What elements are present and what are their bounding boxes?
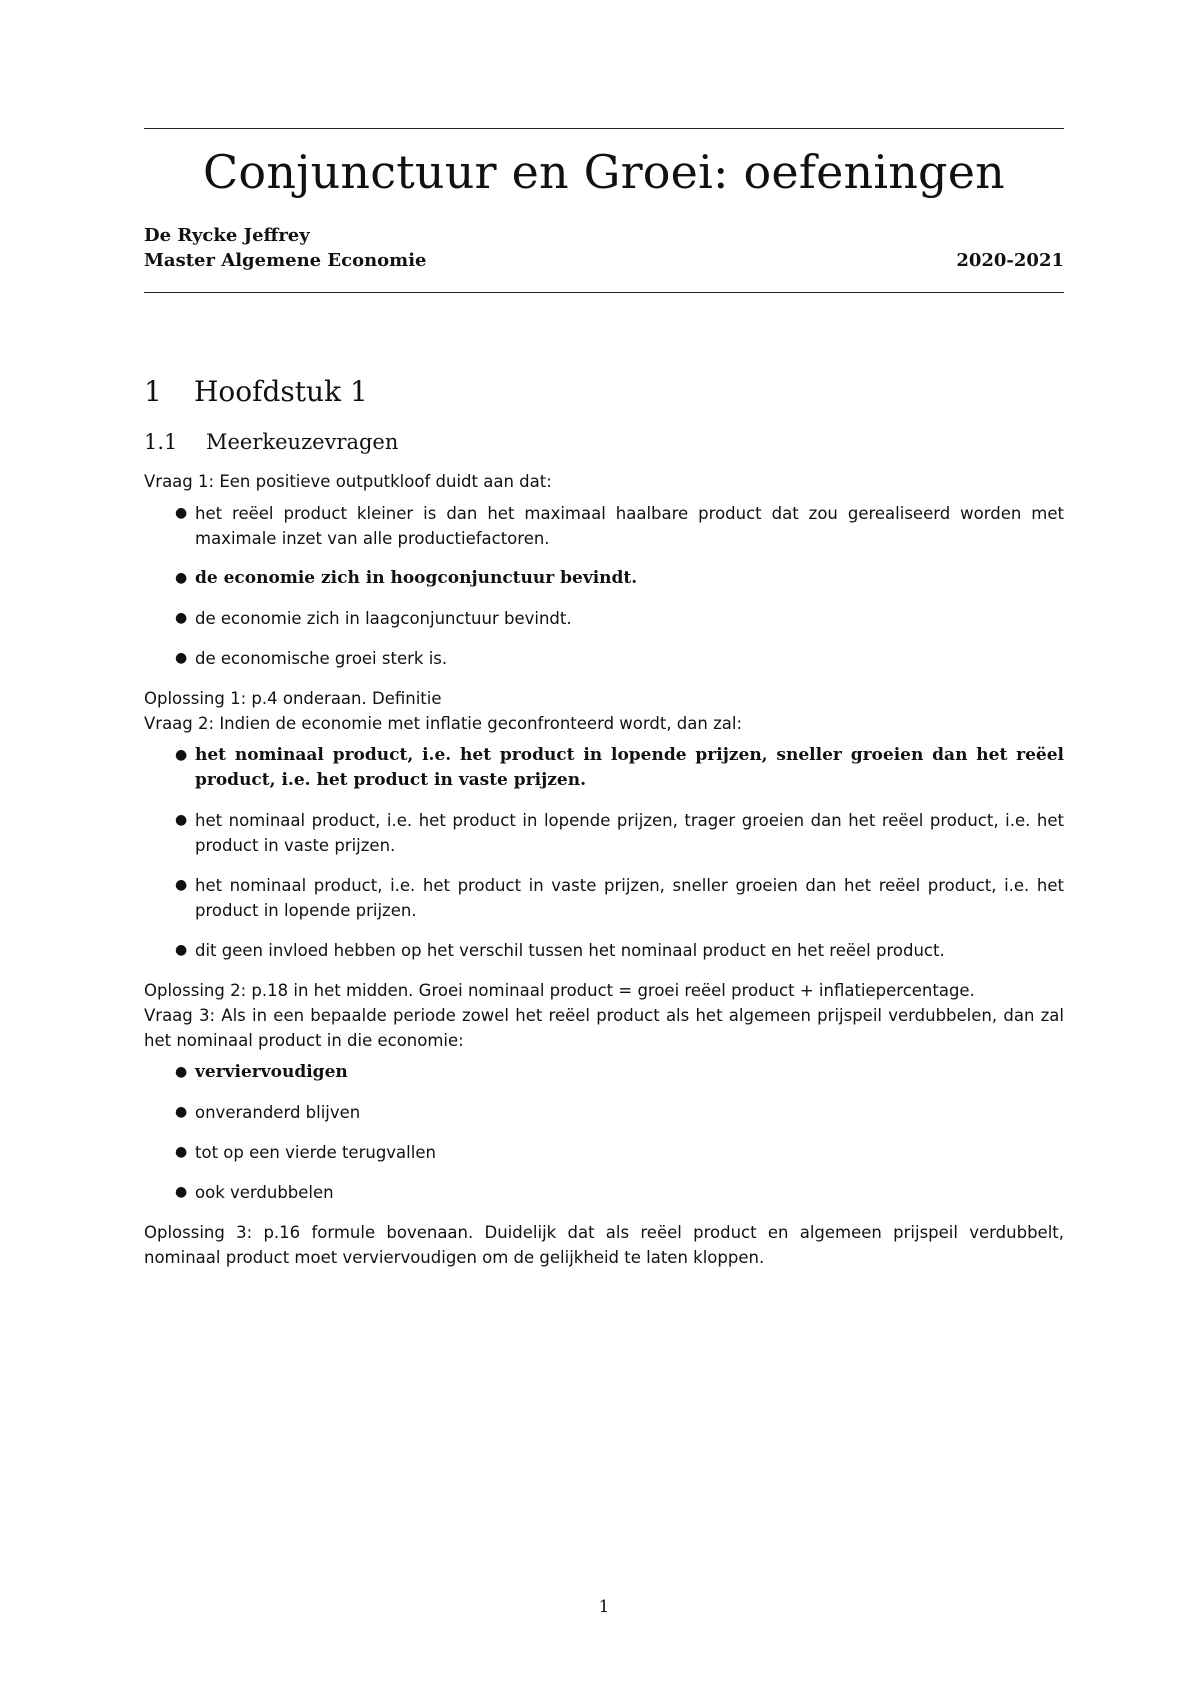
subsection-title: Meerkeuzevragen bbox=[206, 430, 399, 454]
section-title: Hoofdstuk 1 bbox=[194, 375, 368, 408]
questions-content bbox=[144, 469, 1064, 1270]
solution-text: Oplossing 1: p.4 onderaan. Definitie bbox=[144, 689, 442, 708]
question-text: Vraag 2: Indien de economie met inflatie geconfronteerd wordt, dan zal: bbox=[144, 714, 743, 733]
bullet-icon: ● bbox=[175, 570, 188, 586]
bullet-icon: ● bbox=[175, 650, 188, 666]
title-bottom-rule bbox=[144, 292, 1064, 293]
bullet-icon: ● bbox=[175, 505, 188, 521]
option-text: onveranderd blijven bbox=[195, 1103, 361, 1122]
option-item bbox=[175, 873, 1064, 923]
subsection-heading bbox=[144, 428, 398, 456]
question-text: Vraag 3: Als in een bepaalde periode zowel het reëel product als het algemeen prijspeil verdubbelen, dan zal het nominaal product in die economie: bbox=[144, 1006, 1064, 1050]
correct-option-item bbox=[175, 743, 1064, 793]
bullet-icon: ● bbox=[175, 877, 188, 893]
option-item bbox=[175, 606, 1064, 631]
bullet-icon: ● bbox=[175, 1064, 188, 1080]
option-text: de economie zich in laagconjunctuur bevindt. bbox=[195, 609, 572, 628]
bullet-icon: ● bbox=[175, 610, 188, 626]
section-heading bbox=[144, 374, 368, 410]
program-name: Master Algemene Economie bbox=[144, 250, 427, 271]
document-page bbox=[144, 0, 1064, 1696]
option-text: het nominaal product, i.e. het product in lopende prijzen, trager groeien dan het reëel product, i.e. het product in vaste prijzen. bbox=[195, 811, 1064, 855]
solution-text: Oplossing 2: p.18 in het midden. Groei nominaal product = groei reëel product + inflatiepercentage. bbox=[144, 981, 975, 1000]
option-text: tot op een vierde terugvallen bbox=[195, 1143, 436, 1162]
option-text: het nominaal product, i.e. het product in vaste prijzen, sneller groeien dan het reëel product, i.e. het product in lopende prijzen. bbox=[195, 876, 1064, 920]
options-list bbox=[144, 1060, 1064, 1205]
options-list bbox=[144, 501, 1064, 671]
bullet-icon: ● bbox=[175, 1184, 188, 1200]
option-item bbox=[175, 938, 1064, 963]
option-text: ook verdubbelen bbox=[195, 1183, 334, 1202]
bullet-icon: ● bbox=[175, 747, 188, 763]
option-item bbox=[175, 808, 1064, 858]
bullet-icon: ● bbox=[175, 1144, 188, 1160]
page-number: 1 bbox=[598, 1597, 610, 1617]
option-item bbox=[175, 501, 1064, 551]
solution-text: Oplossing 3: p.16 formule bovenaan. Duidelijk dat als reëel product en algemeen prijspeil verdubbelt, nominaal product moet verviervoudigen om de gelijkheid te laten kloppen. bbox=[144, 1223, 1064, 1267]
section-number: 1 bbox=[144, 375, 162, 408]
bullet-icon: ● bbox=[175, 942, 188, 958]
option-text: de economie zich in hoogconjunctuur bevindt. bbox=[195, 568, 638, 588]
bullet-icon: ● bbox=[175, 812, 188, 828]
option-item bbox=[175, 1180, 1064, 1205]
option-text: verviervoudigen bbox=[195, 1062, 348, 1082]
option-item bbox=[175, 1140, 1064, 1165]
subsection-number: 1.1 bbox=[144, 430, 178, 454]
option-text: dit geen invloed hebben op het verschil tussen het nominaal product en het reëel product. bbox=[195, 941, 945, 960]
correct-option-item bbox=[175, 1060, 1064, 1085]
option-text: het reëel product kleiner is dan het maximaal haalbare product dat zou gerealiseerd worden met maximale inzet van alle productiefactoren. bbox=[195, 504, 1064, 548]
correct-option-item bbox=[175, 566, 1064, 591]
options-list bbox=[144, 743, 1064, 963]
academic-year: 2020-2021 bbox=[956, 250, 1064, 271]
bullet-icon: ● bbox=[175, 1104, 188, 1120]
option-item bbox=[175, 646, 1064, 671]
option-text: de economische groei sterk is. bbox=[195, 649, 448, 668]
option-item bbox=[175, 1100, 1064, 1125]
option-text: het nominaal product, i.e. het product in lopende prijzen, sneller groeien dan het reëel product, i.e. het product in vaste prijzen. bbox=[195, 745, 1064, 790]
question-text: Vraag 1: Een positieve outputkloof duidt aan dat: bbox=[144, 472, 552, 491]
document-title: Conjunctuur en Groei: oefeningen bbox=[203, 145, 1005, 199]
author-name: De Rycke Jeffrey bbox=[144, 225, 310, 246]
title-top-rule bbox=[144, 128, 1064, 129]
